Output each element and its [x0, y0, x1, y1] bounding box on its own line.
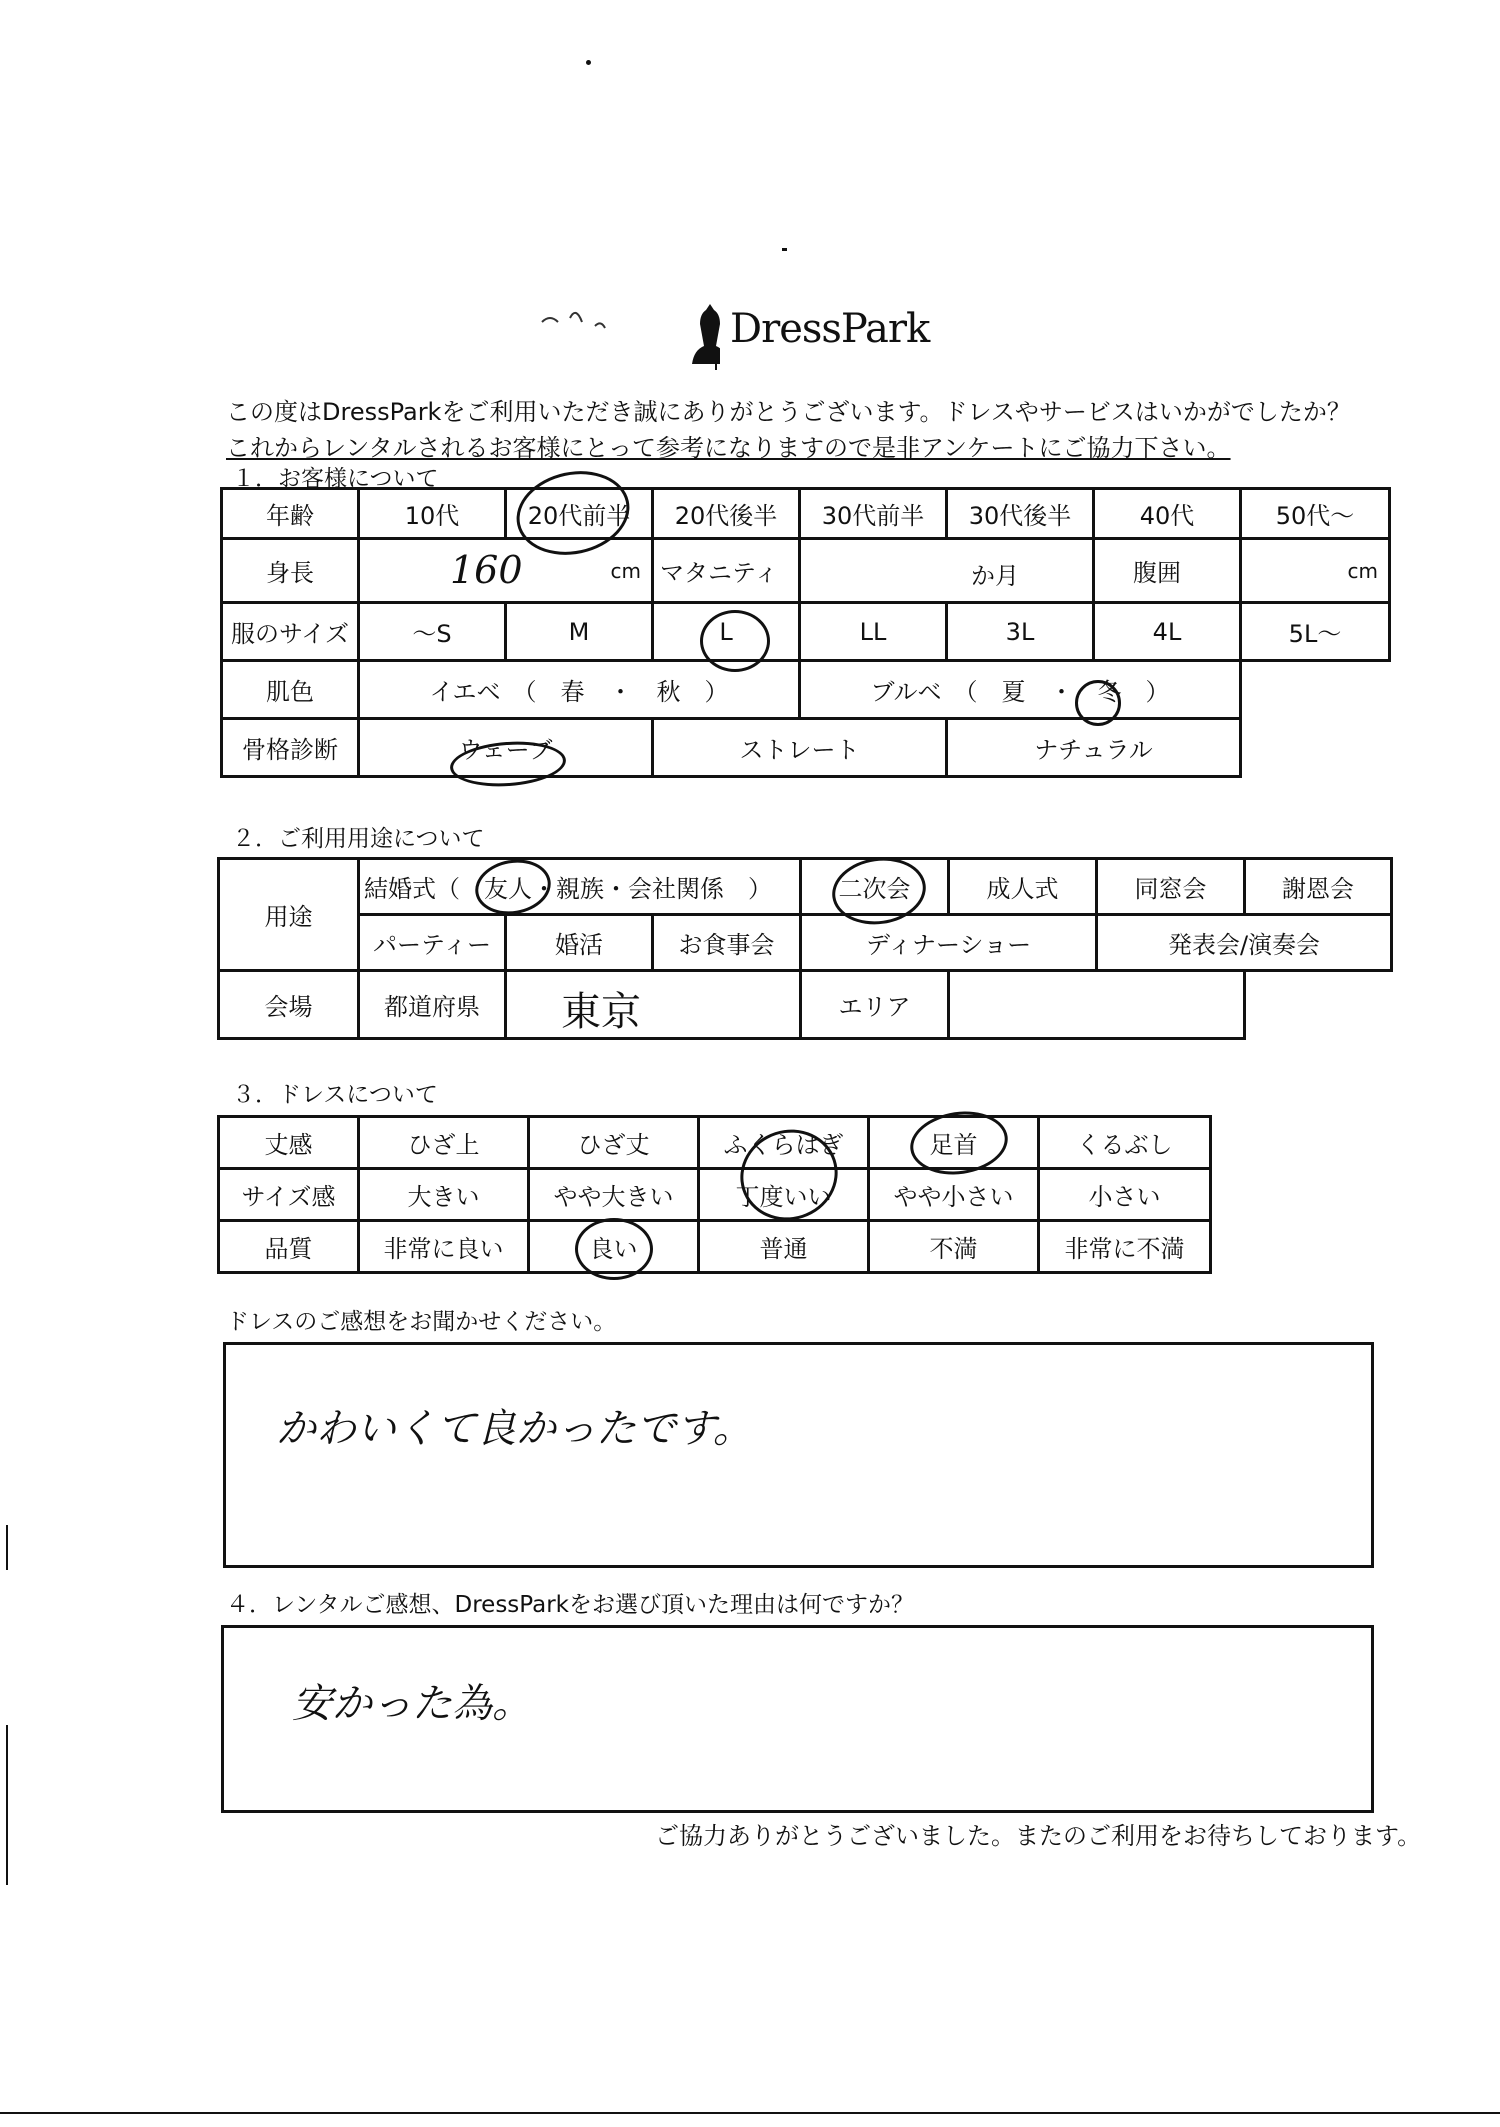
purpose-label: 用途 — [219, 859, 359, 971]
length-option[interactable]: くるぶし — [1039, 1117, 1211, 1169]
logo-flourish-icon — [540, 300, 720, 370]
frame-option[interactable]: ストレート — [653, 719, 947, 777]
age-option-selected[interactable]: 20代前半 — [506, 489, 653, 539]
size-label: 服のサイズ — [222, 603, 359, 661]
size-option[interactable]: M — [506, 603, 653, 661]
frame-label: 骨格診断 — [222, 719, 359, 777]
party-option[interactable]: パーティー — [359, 915, 506, 971]
impressions-answer: かわいくて良かったです。 — [276, 1406, 753, 1452]
area-field[interactable] — [949, 971, 1245, 1039]
size-option[interactable]: LL — [800, 603, 947, 661]
rental-reason-answer: 安かった為。 — [292, 1681, 532, 1727]
maternity-unit: か月 — [971, 562, 1019, 590]
size-option[interactable]: 3L — [947, 603, 1094, 661]
height-value: 160 — [450, 548, 523, 592]
section-4-title: ４．レンタルご感想、DressParkをお選び頂いた理由は何ですか？ — [226, 1592, 914, 1618]
fit-option-selected[interactable]: 丁度いい — [699, 1169, 869, 1221]
frame-option-selected[interactable]: ウェーブ — [359, 719, 653, 777]
skin-blue-option[interactable]: ブルベ （ 夏 ・ 冬 ） — [800, 661, 1241, 719]
recital-option[interactable]: 発表会/演奏会 — [1097, 915, 1392, 971]
quality-label: 品質 — [219, 1221, 359, 1273]
skin-yellow-option[interactable]: イエベ （ 春 ・ 秋 ） — [359, 661, 800, 719]
dinner-show-option[interactable]: ディナーショー — [801, 915, 1097, 971]
quality-option[interactable]: 不満 — [869, 1221, 1039, 1273]
fit-option[interactable]: 小さい — [1039, 1169, 1211, 1221]
impressions-prompt: ドレスのご感想をお聞かせください。 — [226, 1309, 617, 1335]
age-option[interactable]: 40代 — [1094, 489, 1241, 539]
age-label: 年齢 — [222, 489, 359, 539]
logo-text: DressPark — [730, 306, 930, 352]
closing-message: ご協力ありがとうございました。またのご利用をお待ちしております。 — [655, 1822, 1422, 1850]
intro-line-1: この度はDressParkをご利用いただき誠にありがとうございます。ドレスやサービスはいかがでしたか？ — [226, 398, 1351, 426]
age-option[interactable]: 30代前半 — [800, 489, 947, 539]
empty-cell — [1241, 661, 1390, 719]
dinner-option[interactable]: お食事会 — [653, 915, 801, 971]
length-option[interactable]: ふくらはぎ — [699, 1117, 869, 1169]
waist-field[interactable] — [1241, 539, 1390, 603]
length-option-selected[interactable]: 足首 — [869, 1117, 1039, 1169]
size-option[interactable]: 4L — [1094, 603, 1241, 661]
size-option[interactable]: 5L～ — [1241, 603, 1390, 661]
reunion-option[interactable]: 同窓会 — [1097, 859, 1245, 915]
maternity-field[interactable] — [800, 539, 1094, 603]
scan-mark — [782, 248, 787, 251]
length-label: 丈感 — [219, 1117, 359, 1169]
height-label: 身長 — [222, 539, 359, 603]
quality-option-selected[interactable]: 良い — [529, 1221, 699, 1273]
konkatsu-option[interactable]: 婚活 — [506, 915, 653, 971]
quality-option[interactable]: 普通 — [699, 1221, 869, 1273]
scan-mark — [586, 60, 591, 65]
impressions-answer-box[interactable] — [223, 1342, 1374, 1568]
customer-info-table — [220, 487, 1391, 778]
wedding-option[interactable]: 結婚式（ 友人・親族・会社関係 ） — [359, 859, 801, 915]
length-option[interactable]: ひざ丈 — [529, 1117, 699, 1169]
empty-cell — [1241, 719, 1390, 777]
height-field[interactable] — [359, 539, 653, 603]
age-option[interactable]: 20代後半 — [653, 489, 800, 539]
prefecture-label: 都道府県 — [359, 971, 506, 1039]
size-option-selected[interactable]: L — [653, 603, 800, 661]
scan-edge-line — [6, 1725, 8, 1885]
prefecture-value: 東京 — [561, 989, 641, 1035]
section-2-title: ２．ご利用用途について — [232, 826, 485, 852]
section-3-title: ３．ドレスについて — [232, 1082, 438, 1108]
fit-option[interactable]: やや大きい — [529, 1169, 699, 1221]
age-option[interactable]: 30代後半 — [947, 489, 1094, 539]
skin-label: 肌色 — [222, 661, 359, 719]
empty-cell — [1245, 971, 1392, 1039]
scan-edge-line — [6, 1525, 8, 1570]
size-option[interactable]: ～S — [359, 603, 506, 661]
intro-line-2: これからレンタルされるお客様にとって参考になりますので是非アンケートにご協力下さい。 — [226, 434, 1231, 462]
waist-unit: cm — [1347, 558, 1378, 583]
waist-label: 腹囲 — [1094, 539, 1241, 603]
prefecture-field[interactable] — [506, 971, 801, 1039]
height-unit: cm — [610, 558, 641, 583]
area-label: エリア — [801, 971, 949, 1039]
quality-option[interactable]: 非常に良い — [359, 1221, 529, 1273]
frame-option[interactable]: ナチュラル — [947, 719, 1241, 777]
thanks-party-option[interactable]: 謝恩会 — [1245, 859, 1392, 915]
venue-label: 会場 — [219, 971, 359, 1039]
rental-reason-box[interactable] — [221, 1625, 1374, 1813]
section-1-title: １．お客様について — [232, 466, 439, 492]
fit-option[interactable]: やや小さい — [869, 1169, 1039, 1221]
afterparty-option-selected[interactable]: 二次会 — [801, 859, 949, 915]
quality-option[interactable]: 非常に不満 — [1039, 1221, 1211, 1273]
age-option[interactable]: 50代～ — [1241, 489, 1390, 539]
dresspark-logo — [540, 300, 940, 370]
fit-option[interactable]: 大きい — [359, 1169, 529, 1221]
maternity-label: マタニティ — [653, 539, 800, 603]
length-option[interactable]: ひざ上 — [359, 1117, 529, 1169]
scan-edge-line — [0, 2112, 1500, 2114]
fit-label: サイズ感 — [219, 1169, 359, 1221]
age-option[interactable]: 10代 — [359, 489, 506, 539]
purpose-table — [217, 857, 1393, 1040]
dress-table — [217, 1115, 1212, 1274]
coming-of-age-option[interactable]: 成人式 — [949, 859, 1097, 915]
